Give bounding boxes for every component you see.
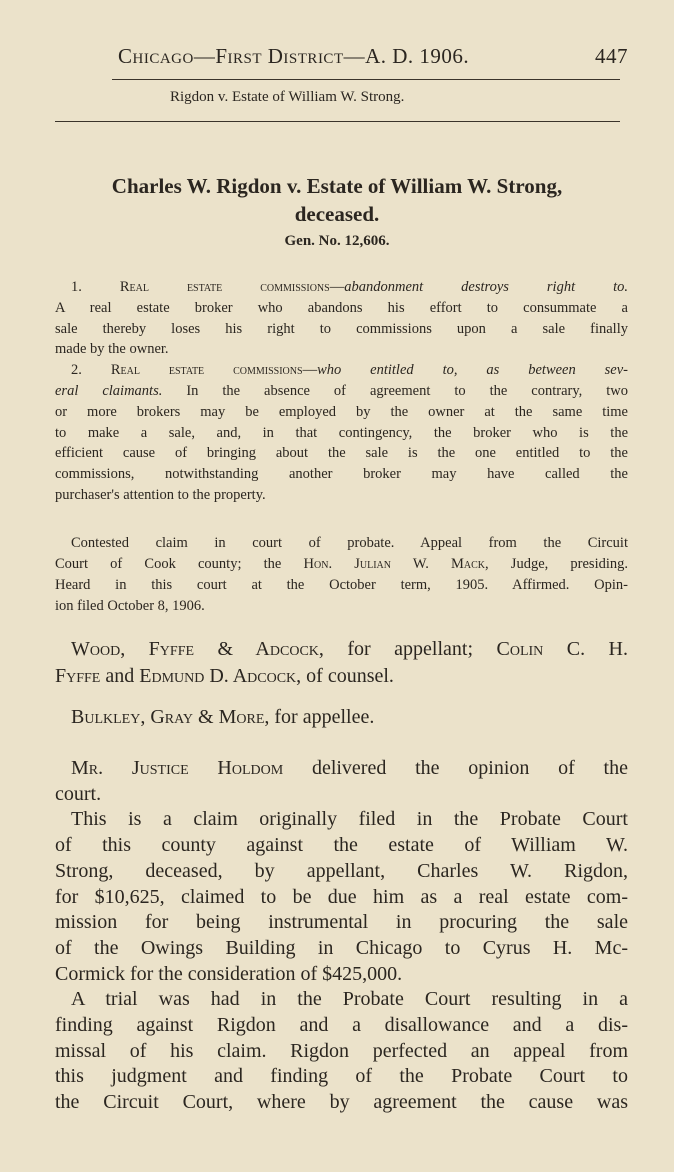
general-number: Gen. No. 12,606. bbox=[284, 233, 390, 249]
text-segment: , for appellant; bbox=[318, 638, 497, 660]
small-caps-text: Real estate commissions bbox=[119, 279, 330, 295]
text-line bbox=[55, 319, 628, 340]
text-line bbox=[55, 636, 628, 663]
text-segment: court. bbox=[55, 782, 102, 805]
text-segment: Strong, deceased, by appellant, Charles W. Rigdon, bbox=[55, 859, 628, 882]
text-segment: missal of his claim. Rigdon perfected an appeal from bbox=[55, 1039, 628, 1062]
text-line bbox=[55, 360, 628, 381]
text-segment: — bbox=[329, 279, 345, 295]
italic-text: eral claimants. bbox=[55, 382, 163, 399]
text-line bbox=[55, 464, 628, 485]
text-segment: commissions, notwithstanding another broker may have called the bbox=[55, 466, 628, 483]
text-line bbox=[55, 987, 628, 1013]
text-segment: 1. bbox=[71, 279, 120, 295]
text-line bbox=[55, 1039, 628, 1065]
text-segment: , Judge, presiding. bbox=[485, 556, 628, 572]
case-title-line: Charles W. Rigdon v. Estate of William W. Strong, bbox=[111, 174, 563, 198]
case-title bbox=[0, 172, 674, 228]
text-segment: efficient cause of bringing about the sale is the one entitled to the bbox=[55, 445, 628, 462]
text-line bbox=[55, 807, 628, 833]
small-caps-text: Real estate commissions bbox=[110, 362, 303, 379]
text-line bbox=[55, 298, 628, 319]
text-line bbox=[55, 423, 628, 444]
text-line bbox=[55, 936, 628, 962]
text-line bbox=[55, 339, 628, 360]
case-short-title: Rigdon v. Estate of William W. Strong. bbox=[170, 89, 405, 105]
opinion-text bbox=[55, 756, 628, 1116]
text-line bbox=[55, 704, 628, 731]
text-segment: mission for being instrumental in procuring the sale bbox=[55, 911, 628, 934]
text-line bbox=[55, 575, 628, 596]
header-rule-bottom bbox=[55, 121, 620, 122]
header-rule-top bbox=[112, 79, 620, 80]
text-segment: this judgment and finding of the Probate Court to bbox=[55, 1065, 628, 1088]
text-segment: A trial was had in the Probate Court resulting in a bbox=[71, 988, 628, 1011]
text-line bbox=[55, 962, 628, 988]
text-segment: delivered the opinion of the bbox=[283, 757, 628, 779]
text-segment: A real estate broker who abandons his effort to consummate a bbox=[55, 299, 628, 316]
small-caps-text: Edmund D. Adcock bbox=[139, 665, 297, 687]
text-segment: for $10,625, claimed to be due him as a real estate com- bbox=[55, 885, 628, 908]
text-segment: and bbox=[100, 665, 140, 687]
text-line bbox=[55, 443, 628, 464]
running-head bbox=[118, 44, 628, 69]
small-caps-text: Wood, Fyffe & Adcock bbox=[71, 638, 319, 660]
text-segment: to make a sale, and, in that contingency, the broker who is the bbox=[55, 424, 628, 441]
text-segment: made by the owner. bbox=[55, 341, 169, 358]
text-segment: In the absence of agreement to the contrary, two bbox=[162, 382, 628, 399]
counsel-appellant bbox=[55, 636, 628, 690]
text-line bbox=[55, 1013, 628, 1039]
headnotes bbox=[55, 277, 628, 506]
text-line bbox=[55, 596, 628, 617]
text-line bbox=[55, 782, 628, 808]
small-caps-text: Colin C. H. bbox=[496, 638, 629, 660]
text-segment: Court of Cook county; the bbox=[55, 556, 304, 572]
text-segment: sale thereby loses his right to commissions upon a sale finally bbox=[55, 320, 628, 337]
text-segment: Contested claim in court of probate. Appeal from the Circuit bbox=[71, 535, 628, 551]
italic-text: who entitled to, as between sev- bbox=[317, 362, 629, 379]
case-title-line: deceased. bbox=[294, 202, 380, 226]
text-segment: Cormick for the consideration of $425,000. bbox=[55, 962, 403, 985]
text-line bbox=[55, 533, 628, 554]
text-line bbox=[55, 1064, 628, 1090]
procedural-history bbox=[55, 533, 628, 617]
text-segment: finding against Rigdon and a disallowance and a dis- bbox=[55, 1014, 628, 1037]
text-segment: This is a claim originally filed in the Probate Court bbox=[71, 808, 628, 831]
text-line bbox=[55, 859, 628, 885]
text-segment: Heard in this court at the October term, 1905. Affirmed. Opin- bbox=[55, 577, 628, 593]
text-segment: ion filed October 8, 1906. bbox=[55, 598, 205, 614]
text-line bbox=[55, 402, 628, 423]
small-caps-text: Fyffe bbox=[55, 665, 101, 687]
counsel-appellee bbox=[55, 704, 628, 731]
text-segment: of this county against the estate of William W. bbox=[55, 834, 628, 857]
text-line bbox=[55, 1090, 628, 1116]
text-line bbox=[55, 663, 628, 690]
text-segment: purchaser's attention to the property. bbox=[55, 486, 266, 503]
text-segment: , for appellee. bbox=[264, 706, 375, 728]
text-line bbox=[55, 554, 628, 575]
text-line bbox=[55, 833, 628, 859]
text-segment: 2. bbox=[71, 362, 111, 379]
text-segment: of the Owings Building in Chicago to Cyrus H. Mc- bbox=[55, 936, 628, 959]
text-line bbox=[55, 485, 628, 506]
running-head-title: Chicago—First District—A. D. 1906. bbox=[118, 44, 470, 68]
text-line bbox=[55, 277, 628, 298]
page-number: 447 bbox=[595, 44, 628, 68]
small-caps-text: Mr. Justice Holdom bbox=[71, 757, 284, 779]
italic-text: abandonment destroys right to. bbox=[344, 279, 628, 295]
small-caps-text: Bulkley, Gray & More bbox=[71, 706, 265, 728]
text-segment: , of counsel. bbox=[296, 665, 394, 687]
small-caps-text: Hon. Julian W. Mack bbox=[303, 556, 486, 572]
text-line bbox=[55, 885, 628, 911]
text-line bbox=[55, 756, 628, 782]
text-line bbox=[55, 910, 628, 936]
text-segment: or more brokers may be employed by the owner at the same time bbox=[55, 403, 628, 420]
text-segment: the Circuit Court, where by agreement the cause was bbox=[55, 1091, 628, 1114]
text-line bbox=[55, 381, 628, 402]
text-segment: — bbox=[302, 362, 318, 379]
